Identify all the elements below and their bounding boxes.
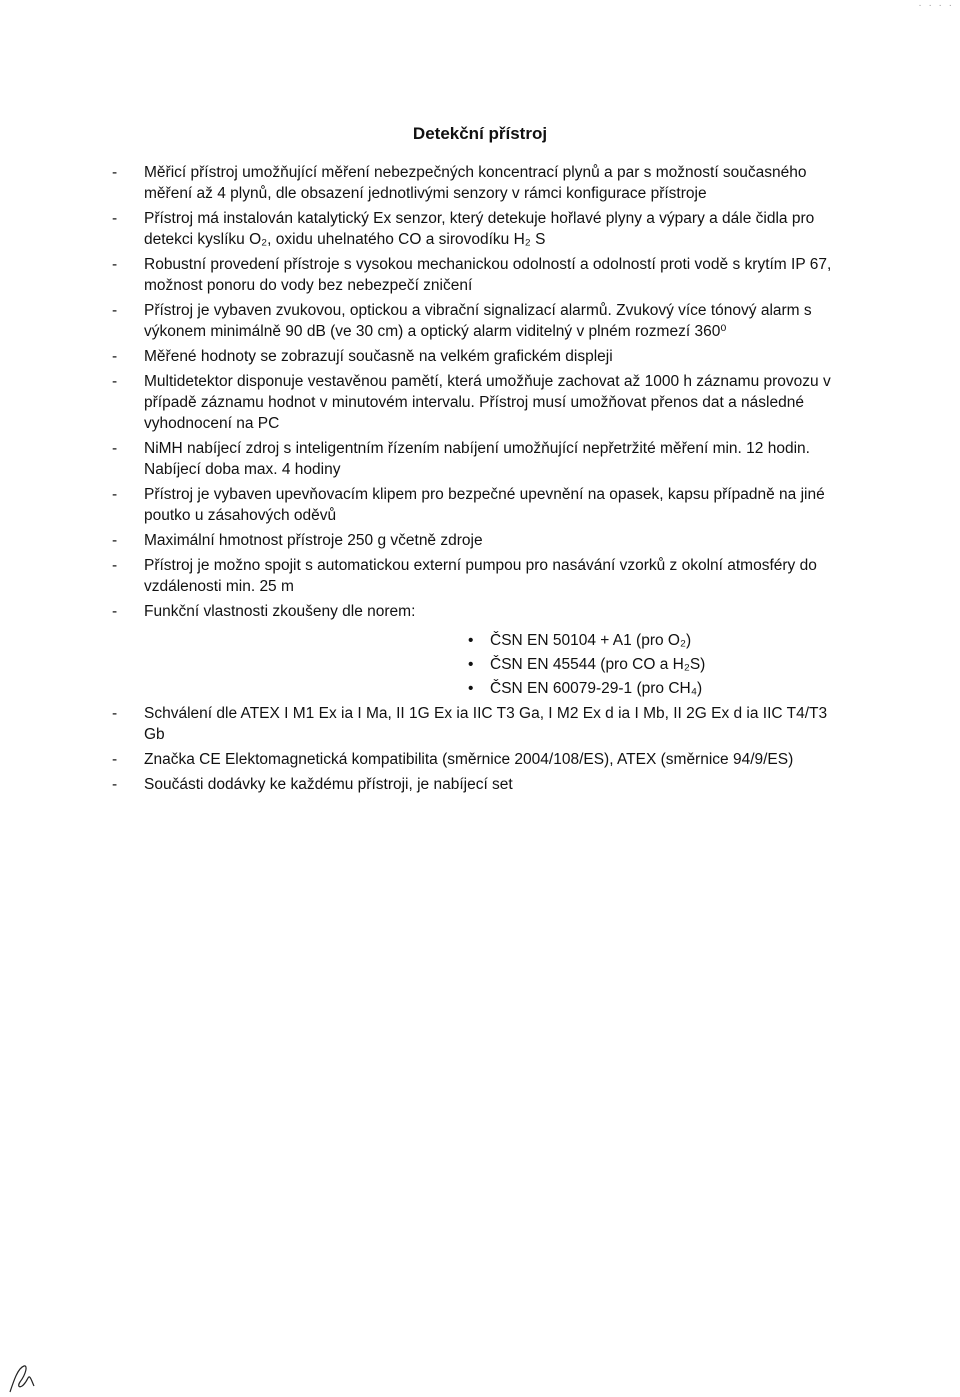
list-item bbox=[112, 555, 842, 597]
norm-item bbox=[468, 654, 842, 675]
list-item-text: Součásti dodávky ke každému přístroji, je nabíjecí set bbox=[144, 776, 513, 793]
list-item bbox=[112, 162, 842, 204]
list-dash: - bbox=[112, 302, 118, 319]
bullet-icon: • bbox=[468, 656, 474, 673]
list-item bbox=[112, 601, 842, 699]
norm-list bbox=[144, 630, 842, 699]
list-item-text: Multidetektor disponuje vestavěnou pamětí, která umožňuje zachovat až 1000 h záznamu provozu v případě záznamu hodnot v minutovém intervalu. Přístroj musí umožňovat přenos dat a následné vyhodnocení na PC bbox=[144, 373, 831, 432]
list-item bbox=[112, 438, 842, 480]
list-item bbox=[112, 254, 842, 296]
list-item-text: Značka CE Elektomagnetická kompatibilita (směrnice 2004/108/ES), ATEX (směrnice 94/9/ES) bbox=[144, 751, 794, 768]
norm-item bbox=[468, 630, 842, 651]
list-item bbox=[112, 371, 842, 434]
list-item bbox=[112, 530, 842, 551]
list-item-text: Měřicí přístroj umožňující měření nebezpečných koncentrací plynů a par s možností současného měření až 4 plynů, dle obsazení jednotlivými senzory v rámci konfigurace přístroje bbox=[144, 164, 807, 202]
list-dash: - bbox=[112, 776, 118, 793]
list-dash: - bbox=[112, 557, 118, 574]
spec-list bbox=[112, 162, 842, 799]
list-dash: - bbox=[112, 532, 118, 549]
bullet-icon: • bbox=[468, 680, 474, 697]
scan-corner-marks: · · · · bbox=[918, 0, 954, 11]
list-dash: - bbox=[112, 486, 118, 503]
page-title: Detekční přístroj bbox=[412, 124, 548, 144]
list-item-text: Přístroj je vybaven upevňovacím klipem pro bezpečné upevnění na opasek, kapsu případně na jiné poutko u zásahových oděvů bbox=[144, 486, 825, 524]
norm-item-text: ČSN EN 50104 + A1 (pro O₂) bbox=[490, 632, 692, 649]
list-dash: - bbox=[112, 440, 118, 457]
list-dash: - bbox=[112, 705, 118, 722]
norm-item-text: ČSN EN 60079-29-1 (pro CH₄) bbox=[490, 680, 703, 697]
list-item bbox=[112, 300, 842, 342]
list-item-text: Funkční vlastnosti zkoušeny dle norem: bbox=[144, 603, 416, 620]
list-dash: - bbox=[112, 751, 118, 768]
list-item-text: Přístroj je možno spojit s automatickou externí pumpou pro nasávání vzorků z okolní atmosféry do vzdálenosti min. 25 m bbox=[144, 557, 817, 595]
list-item-text: Přístroj je vybaven zvukovou, optickou a vibrační signalizací alarmů. Zvukový více tónový alarm s výkonem minimálně 90 dB (ve 30 cm) a optický alarm viditelný v plném rozmezí 360⁰ bbox=[144, 302, 812, 340]
list-dash: - bbox=[112, 603, 118, 620]
list-item-text: Přístroj má instalován katalytický Ex senzor, který detekuje hořlavé plyny a výpary a dále čidla pro detekci kyslíku O₂, oxidu uhelnatého CO a sirovodíku H₂ S bbox=[144, 210, 815, 248]
list-item-text: NiMH nabíjecí zdroj s inteligentním řízením nabíjení umožňující nepřetržité měření min. 12 hodin. Nabíjecí doba max. 4 hodiny bbox=[144, 440, 810, 478]
list-item-text: Schválení dle ATEX I M1 Ex ia I Ma, II 1G Ex ia IIC T3 Ga, I M2 Ex d ia I Mb, II 2G Ex d ia IIC T4/T3 Gb bbox=[144, 705, 828, 743]
list-dash: - bbox=[112, 164, 118, 181]
list-item bbox=[112, 749, 842, 770]
norm-item bbox=[468, 678, 842, 699]
list-item-text: Měřené hodnoty se zobrazují současně na velkém grafickém displeji bbox=[144, 348, 613, 365]
list-item bbox=[112, 346, 842, 367]
list-item-text: Robustní provedení přístroje s vysokou mechanickou odolností a odolností proti vodě s krytím IP 67, možnost ponoru do vody bez nebezpečí zničení bbox=[144, 256, 832, 294]
list-dash: - bbox=[112, 210, 118, 227]
bullet-icon: • bbox=[468, 632, 474, 649]
list-item-text: Maximální hmotnost přístroje 250 g včetně zdroje bbox=[144, 532, 483, 549]
norm-item-text: ČSN EN 45544 (pro CO a H₂S) bbox=[490, 656, 706, 673]
signature-mark bbox=[6, 1360, 40, 1394]
list-item bbox=[112, 774, 842, 795]
list-dash: - bbox=[112, 256, 118, 273]
list-dash: - bbox=[112, 348, 118, 365]
list-item bbox=[112, 208, 842, 250]
list-item bbox=[112, 703, 842, 745]
list-item bbox=[112, 484, 842, 526]
list-dash: - bbox=[112, 373, 118, 390]
